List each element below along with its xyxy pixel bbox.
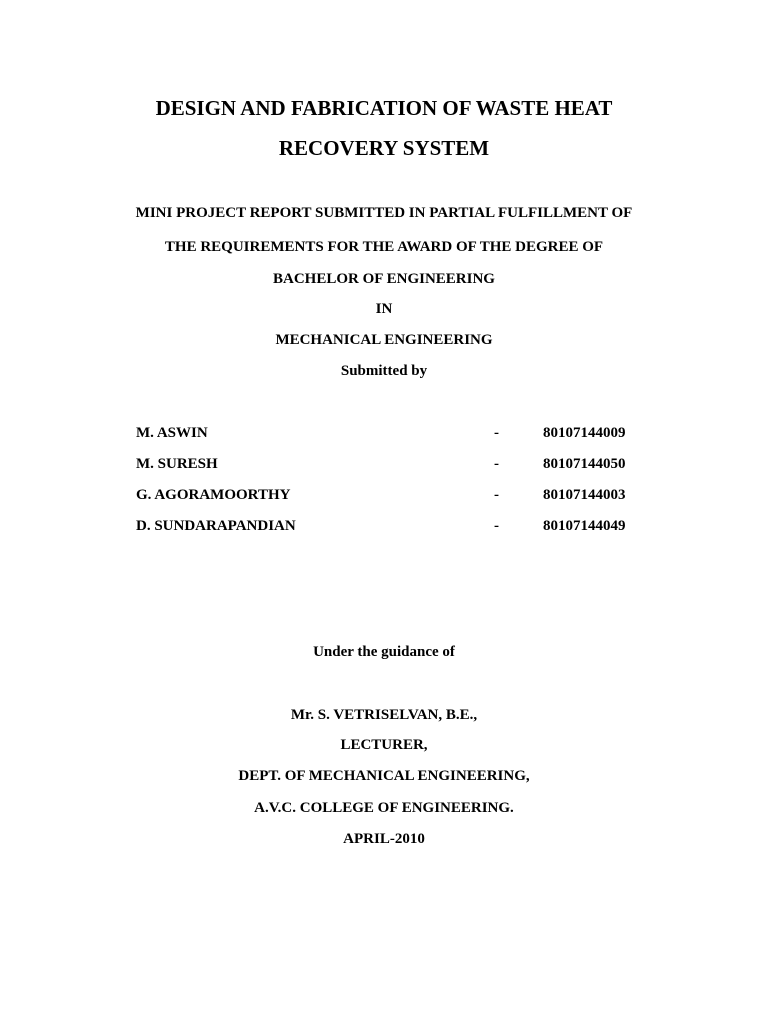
student-separator: - [494,425,499,441]
student-list [0,426,768,550]
student-name: D. SUNDARAPANDIAN [136,518,296,534]
college-name: A.V.C. COLLEGE OF ENGINEERING. [254,800,514,816]
student-name: M. SURESH [136,456,218,472]
student-separator: - [494,487,499,503]
guidance-heading: Under the guidance of [313,644,455,660]
student-separator: - [494,518,499,534]
in-label: IN [375,301,393,317]
branch-name: MECHANICAL ENGINEERING [275,332,493,348]
student-reg-number: 80107144049 [543,518,626,534]
submission-date: APRIL-2010 [343,831,425,847]
project-title-line-1: DESIGN AND FABRICATION OF WASTE HEAT [155,96,613,120]
student-reg-number: 80107144050 [543,456,626,472]
submitted-by-label: Submitted by [340,363,428,379]
submission-statement-line-1: MINI PROJECT REPORT SUBMITTED IN PARTIAL FULFILLMENT OF [135,205,633,221]
student-reg-number: 80107144003 [543,487,626,503]
department-name: DEPT. OF MECHANICAL ENGINEERING, [238,768,530,784]
student-row [0,519,768,550]
student-separator: - [494,456,499,472]
project-title-line-2: RECOVERY SYSTEM [278,136,490,160]
guide-name: Mr. S. VETRISELVAN, B.E., [290,707,478,723]
student-reg-number: 80107144009 [543,425,626,441]
student-row [0,457,768,488]
student-row [0,488,768,519]
submission-statement-line-2: THE REQUIREMENTS FOR THE AWARD OF THE DEGREE OF [164,239,604,255]
student-row [0,426,768,457]
student-name: M. ASWIN [136,425,208,441]
student-name: G. AGORAMOORTHY [136,487,291,503]
guide-designation: LECTURER, [340,737,428,753]
degree-name: BACHELOR OF ENGINEERING [273,271,495,287]
